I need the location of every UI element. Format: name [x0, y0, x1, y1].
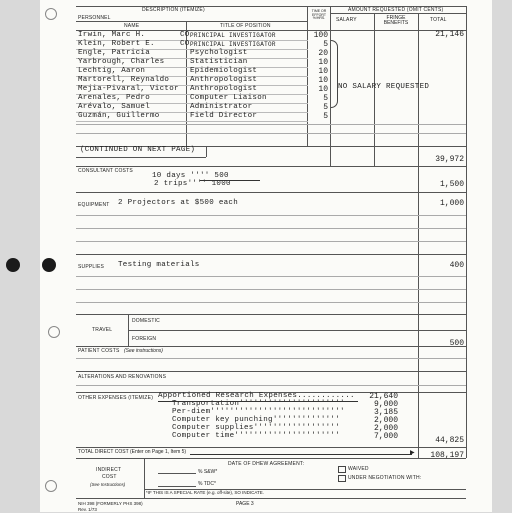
personnel-title: Field Director — [190, 112, 258, 120]
other-expense-amount: 2,000 — [373, 416, 398, 425]
consultant-amount: 1,500 — [439, 180, 464, 189]
other-expense-amount: 9,000 — [373, 400, 398, 409]
travel-foreign-label: FOREIGN — [132, 336, 157, 342]
personnel-title: Computer Liaison — [190, 94, 267, 102]
personnel-effort: 100 — [313, 31, 328, 40]
personnel-co-mark: CO — [180, 40, 190, 48]
personnel-name: Klein, Robert E. — [78, 40, 155, 48]
other-expense-item: Computer time'''''''''''''''''''''' — [172, 432, 341, 440]
personnel-header: PERSONNEL — [78, 15, 111, 21]
indirect-saw-label: % S&W* — [198, 469, 218, 475]
fringe-column-header: FRINGE BENEFITS — [383, 15, 409, 26]
personnel-name: Guzmán, Guillermo — [78, 112, 160, 120]
consultant-line-1: 10 days '''' 500 — [152, 172, 229, 180]
personnel-title: Epidemiologist — [190, 67, 258, 75]
personnel-effort: 5 — [323, 94, 328, 103]
personnel-effort: 10 — [318, 67, 328, 76]
total-column-header: TOTAL — [430, 17, 447, 23]
negotiation-label: UNDER NEGOTIATION WITH: — [348, 475, 422, 481]
supplies-label: SUPPLIES — [78, 264, 105, 270]
other-expense-item: Apportioned Research Expenses............ — [158, 392, 355, 400]
other-expense-amount: 2,000 — [373, 424, 398, 433]
consultant-line-2: 2 trips'''' 1000 — [154, 180, 231, 188]
personnel-name: Martorell, Reynaldo — [78, 76, 170, 84]
other-expenses-total: 44,825 — [435, 436, 464, 445]
personnel-name: Engle, Patricia — [78, 49, 151, 57]
amount-header-divider — [330, 13, 466, 14]
personnel-subtotal: 39,972 — [435, 155, 464, 164]
waived-label: WAIVED — [348, 466, 369, 472]
other-expense-amount: 7,000 — [373, 432, 398, 441]
total-direct-cost-label: TOTAL DIRECT COST (Enter on Page 1, Item 5) — [78, 449, 187, 455]
continued-note: (CONTINUED ON NEXT PAGE) — [80, 146, 196, 154]
effort-brace — [331, 40, 338, 108]
patient-costs-label: PATIENT COSTS — [78, 348, 120, 354]
personnel-effort: 10 — [318, 76, 328, 85]
personnel-effort: 5 — [323, 40, 328, 49]
binder-hole — [42, 258, 56, 272]
salary-column-header: SALARY — [336, 17, 357, 23]
personnel-effort: 10 — [318, 85, 328, 94]
personnel-name: Arévalo, Samuel — [78, 103, 151, 111]
personnel-name: Lechtig, Aaron — [78, 67, 146, 75]
amount-requested-header: AMOUNT REQUESTED (OMIT CENTS) — [348, 7, 444, 13]
no-salary-note: NO SALARY REQUESTED — [338, 83, 430, 91]
equipment-label: EQUIPMENT — [78, 202, 110, 208]
other-expense-amount: 21,640 — [369, 392, 398, 401]
personnel-name: Mejia-Pivaral, Victor — [78, 85, 179, 93]
consultant-label: CONSULTANT COSTS — [78, 168, 133, 174]
personnel-title: Psychologist — [190, 49, 248, 57]
supplies-text: Testing materials — [118, 261, 200, 269]
personnel-co-mark: CO — [180, 31, 190, 39]
form-right-border — [466, 6, 467, 458]
page-number: PAGE 3 — [236, 501, 254, 507]
personnel-name: Irwin, Marc H. — [78, 31, 146, 39]
travel-domestic-label: DOMESTIC — [132, 318, 160, 324]
travel-label: TRAVEL — [92, 327, 113, 333]
other-expense-item: Transportation'''''''''''''''''''''' — [172, 400, 345, 408]
form-number: NIH 398 (FORMERLY PHS 398) — [78, 501, 143, 506]
supplies-amount: 400 — [449, 261, 464, 270]
title-column-header: TITLE OF POSITION — [220, 23, 271, 29]
binder-hole — [6, 258, 20, 272]
personnel-title: Anthropologist — [190, 76, 258, 84]
patient-costs-note: (See instructions) — [124, 348, 163, 354]
special-rate-note: *IF THIS IS A SPECIAL RATE (e.g. off-site), SO INDICATE. — [146, 490, 265, 495]
indirect-cost-label: COST — [102, 474, 117, 480]
personnel-title: Administrator — [190, 103, 253, 111]
personnel-name: Arenales, Pedro — [78, 94, 151, 102]
binder-ring — [48, 326, 60, 338]
personnel-effort: 5 — [323, 112, 328, 121]
equipment-amount: 1,000 — [439, 199, 464, 208]
personnel-effort: 10 — [318, 58, 328, 67]
personnel-name: Yarbrough, Charles — [78, 58, 165, 66]
personnel-effort: 20 — [318, 49, 328, 58]
description-header: DESCRIPTION (ITEMIZE) — [142, 7, 205, 13]
dhew-agreement-label: DATE OF DHEW AGREEMENT: — [228, 461, 305, 467]
equipment-text: 2 Projectors at $500 each — [118, 199, 239, 207]
other-expenses-label: OTHER EXPENSES (ITEMIZE) — [78, 395, 154, 401]
name-column-header: NAME — [124, 23, 140, 29]
alterations-label: ALTERATIONS AND RENOVATIONS — [78, 374, 167, 380]
total-direct-cost-amount: 108,197 — [430, 451, 464, 460]
effort-column-header: TIME OR EFFORT %/HRS. — [311, 9, 327, 20]
arrow-icon: ▶ — [410, 450, 415, 456]
other-expense-amount: 3,185 — [373, 408, 398, 417]
personnel-title: PRINCIPAL INVESTIGATOR — [190, 32, 276, 39]
indirect-label: INDIRECT — [96, 467, 122, 473]
total-column-left-border — [418, 166, 419, 458]
budget-form-page — [40, 0, 492, 512]
personnel-title: Statistician — [190, 58, 248, 66]
negotiation-checkbox[interactable] — [338, 475, 346, 482]
binder-ring — [45, 8, 57, 20]
other-expense-item: Computer supplies'''''''''''''''''' — [172, 424, 341, 432]
personnel-title: PRINCIPAL INVESTIGATOR — [190, 41, 276, 48]
personnel-effort: 5 — [323, 103, 328, 112]
binder-ring — [45, 480, 57, 492]
travel-amount: 500 — [449, 339, 464, 348]
header-divider — [76, 21, 307, 22]
other-expense-item: Computer key punching'''''''''''''' — [172, 416, 341, 424]
waived-checkbox[interactable] — [338, 466, 346, 473]
personnel-total: 21,146 — [435, 30, 464, 39]
personnel-title: Anthropologist — [190, 85, 258, 93]
indirect-tdc-label: % TDC* — [198, 481, 216, 487]
other-expense-item: Per-diem'''''''''''''''''''''''''''' — [172, 408, 345, 416]
form-revision: Rev. 1/73 — [78, 507, 97, 512]
indirect-note: (See Instructions) — [90, 482, 126, 487]
